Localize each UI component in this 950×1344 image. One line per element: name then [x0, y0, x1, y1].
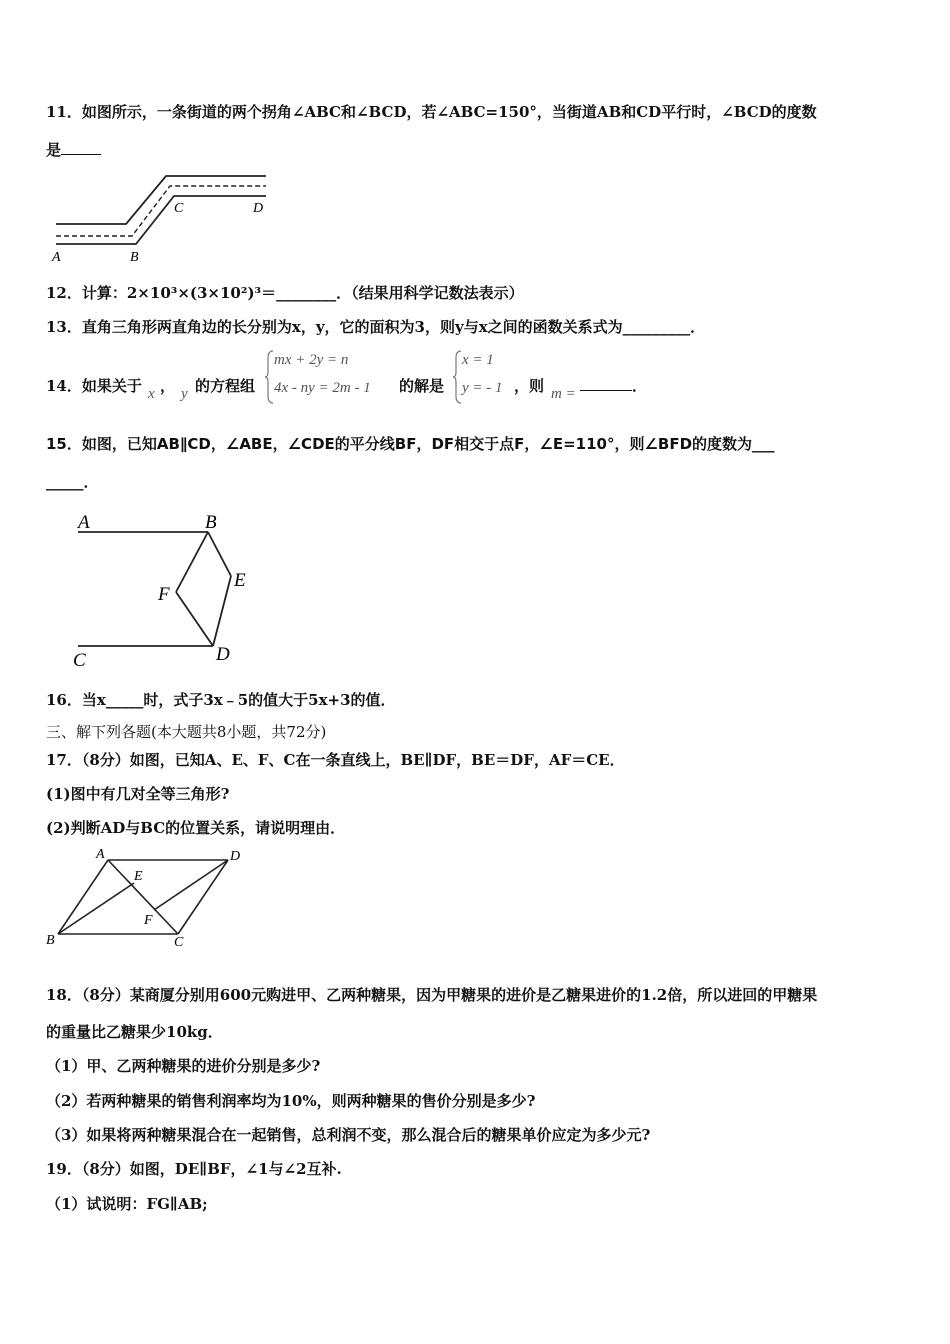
q11-answer-blank — [61, 140, 101, 155]
q14-var-y: y — [181, 386, 188, 402]
q14-solution-brace — [452, 350, 462, 404]
q11-label-b: B — [130, 250, 139, 265]
q14-comma: ， — [160, 377, 176, 395]
q17-label-d: D — [230, 849, 241, 864]
q14-equation-1: mx + 2y = n — [274, 352, 349, 368]
q14-solution-2: y = - 1 — [462, 380, 503, 396]
q14-equation-2: 4x - ny = 2m - 1 — [274, 380, 371, 396]
q15-label-e: E — [234, 570, 246, 591]
q15-label-b: B — [205, 512, 217, 533]
q17-segment-df — [154, 860, 228, 910]
q14-answer-line — [580, 376, 647, 396]
q17-label-f: F — [144, 913, 153, 928]
q15-segment-ed — [213, 576, 231, 646]
q17-segment-ac — [108, 860, 178, 934]
q13-text: 13．直角三角形两直角边的长分别为x，y，它的面积为3，则y与x之间的函数关系式为_________． — [46, 318, 706, 336]
q11-street-figure — [50, 168, 280, 268]
q17-sub1: (1)图中有几对全等三角形? — [46, 785, 230, 803]
q15-line1: 15．如图，已知AB∥CD，∠ABE，∠CDE的平分线BF，DF相交于点F，∠E=110°，则∠BFD的度数为___ — [46, 435, 775, 453]
q11-label-a: A — [52, 250, 61, 265]
q11-street-top-edge — [56, 176, 266, 224]
q11-street-bottom-edge — [56, 196, 266, 244]
q17-label-a: A — [96, 847, 105, 862]
q14-solution-1: x = 1 — [462, 352, 494, 368]
q14-prefix: 14．如果关于 — [46, 377, 142, 395]
q15-label-d: D — [216, 644, 230, 665]
q17-segment-be — [58, 883, 134, 934]
q17-parallelogram-figure — [44, 844, 249, 952]
q12-text: 12．计算：2×10³×(3×10²)³＝________．（结果用科学记数法表示） — [46, 284, 524, 302]
q18-line1: 18．（8分）某商厦分别用600元购进甲、乙两种糖果，因为甲糖果的进价是乙糖果进价的1.2倍，所以进回的甲糖果 — [46, 986, 818, 1004]
q15-label-c: C — [73, 650, 86, 671]
q19-sub1: （1）试说明：FG∥AB; — [46, 1195, 208, 1213]
q14-system-brace — [264, 350, 274, 404]
q14-then: ，则 — [514, 377, 545, 395]
q18-sub2: （2）若两种糖果的销售利润率均为10%，则两种糖果的售价分别是多少? — [46, 1092, 536, 1110]
q15-segment-be — [208, 532, 231, 576]
q11-label-c: C — [174, 201, 184, 216]
q14-m-equals: m = — [551, 386, 576, 402]
q17-label-b: B — [46, 933, 55, 948]
q11-line1: 11．如图所示，一条街道的两个拐角∠ABC和∠BCD，若∠ABC=150°，当街道AB和CD平行时，∠BCD的度数 — [46, 103, 817, 121]
q15-line2: _____． — [46, 473, 99, 491]
q17-label-e: E — [134, 869, 143, 884]
section3-title: 三、解下列各题(本大题共8小题，共72分) — [46, 723, 327, 741]
q11-label-d: D — [253, 201, 264, 216]
q18-sub1: （1）甲、乙两种糖果的进价分别是多少? — [46, 1057, 321, 1075]
q17-sub2: (2)判断AD与BC的位置关系，请说明理由． — [46, 819, 346, 837]
q16-text: 16．当x_____时，式子3x﹣5的值大于5x+3的值． — [46, 691, 396, 709]
q11-line2 — [46, 140, 101, 160]
q18-line2: 的重量比乙糖果少10kg． — [46, 1023, 223, 1041]
q17-label-c: C — [174, 935, 184, 950]
q15-segment-bf — [176, 532, 208, 592]
q18-sub3: （3）如果将两种糖果混合在一起销售，总利润不变，那么混合后的糖果单价应定为多少元? — [46, 1126, 651, 1144]
q15-parallel-figure — [68, 508, 268, 678]
q17-line1: 17．（8分）如图，已知A、E、F、C在一条直线上，BE∥DF，BE＝DF，AF＝CE． — [46, 751, 625, 769]
q15-segment-fd — [176, 592, 213, 646]
q19-line1: 19．（8分）如图，DE∥BF，∠1与∠2互补. — [46, 1160, 342, 1178]
q14-answer-blank — [580, 376, 632, 391]
q14-sol-mid: 的解是 — [399, 377, 445, 395]
q17-segment-dc — [178, 860, 228, 934]
q11-line2-prefix: 是 — [46, 141, 62, 159]
q15-label-a: A — [78, 512, 90, 533]
q17-segment-ab — [58, 860, 108, 934]
q14-end: ． — [632, 377, 648, 395]
q14-var-x: x — [148, 386, 155, 402]
q15-label-f: F — [158, 584, 170, 605]
q14-mid: 的方程组 — [195, 377, 256, 395]
